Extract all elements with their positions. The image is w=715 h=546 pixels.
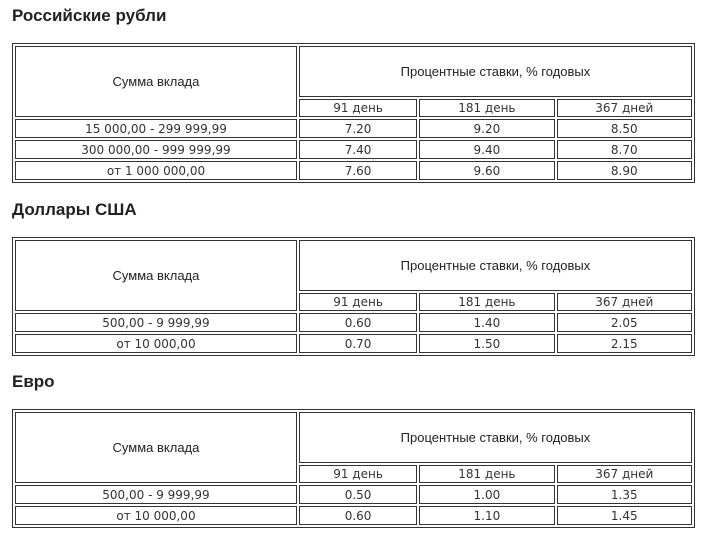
amount-cell: 500,00 - 9 999,99 bbox=[15, 485, 297, 504]
amount-cell: 500,00 - 9 999,99 bbox=[15, 313, 297, 332]
rates-table-usd bbox=[12, 237, 695, 356]
rate-cell-91: 0.50 bbox=[299, 485, 417, 504]
amount-cell: от 10 000,00 bbox=[15, 506, 297, 525]
term-header-367: 367 дней bbox=[557, 293, 692, 311]
rate-cell-181: 1.50 bbox=[419, 334, 554, 353]
rate-cell-91: 0.60 bbox=[299, 506, 417, 525]
rate-cell-367: 8.70 bbox=[557, 140, 692, 159]
table-row bbox=[15, 119, 692, 138]
table-row bbox=[15, 313, 692, 332]
term-header-367: 367 дней bbox=[557, 465, 692, 483]
term-header-181: 181 день bbox=[419, 465, 554, 483]
rate-cell-367: 8.50 bbox=[557, 119, 692, 138]
rate-cell-181: 9.60 bbox=[419, 161, 554, 180]
header-row bbox=[15, 412, 692, 463]
term-header-367: 367 дней bbox=[557, 99, 692, 117]
rate-cell-181: 1.00 bbox=[419, 485, 554, 504]
term-header-91: 91 день bbox=[299, 293, 417, 311]
header-row bbox=[15, 46, 692, 97]
section-title-rub: Российские рубли bbox=[12, 6, 167, 25]
rate-cell-367: 1.45 bbox=[557, 506, 692, 525]
rate-cell-181: 1.10 bbox=[419, 506, 554, 525]
term-header-181: 181 день bbox=[419, 99, 554, 117]
table-row bbox=[15, 161, 692, 180]
amount-cell: от 1 000 000,00 bbox=[15, 161, 297, 180]
rates-header: Процентные ставки, % годовых bbox=[299, 240, 692, 291]
amount-cell: 15 000,00 - 299 999,99 bbox=[15, 119, 297, 138]
rate-cell-91: 0.70 bbox=[299, 334, 417, 353]
rate-cell-91: 7.40 bbox=[299, 140, 417, 159]
amount-header: Сумма вклада bbox=[15, 240, 297, 311]
amount-header: Сумма вклада bbox=[15, 412, 297, 483]
amount-cell: от 10 000,00 bbox=[15, 334, 297, 353]
rate-cell-367: 1.35 bbox=[557, 485, 692, 504]
rate-cell-181: 9.40 bbox=[419, 140, 554, 159]
amount-cell: 300 000,00 - 999 999,99 bbox=[15, 140, 297, 159]
table-row bbox=[15, 140, 692, 159]
amount-header: Сумма вклада bbox=[15, 46, 297, 117]
term-header-91: 91 день bbox=[299, 99, 417, 117]
rates-table-rub bbox=[12, 43, 695, 183]
header-row bbox=[15, 240, 692, 291]
rate-cell-367: 8.90 bbox=[557, 161, 692, 180]
rates-table-eur bbox=[12, 409, 695, 528]
table-row bbox=[15, 506, 692, 525]
rate-cell-91: 7.20 bbox=[299, 119, 417, 138]
rate-cell-181: 1.40 bbox=[419, 313, 554, 332]
rates-header: Процентные ставки, % годовых bbox=[299, 412, 692, 463]
table-row bbox=[15, 485, 692, 504]
section-title-usd: Доллары США bbox=[12, 200, 137, 219]
term-header-91: 91 день bbox=[299, 465, 417, 483]
term-header-181: 181 день bbox=[419, 293, 554, 311]
rate-cell-181: 9.20 bbox=[419, 119, 554, 138]
rate-cell-367: 2.05 bbox=[557, 313, 692, 332]
rates-header: Процентные ставки, % годовых bbox=[299, 46, 692, 97]
rate-cell-367: 2.15 bbox=[557, 334, 692, 353]
table-row bbox=[15, 334, 692, 353]
section-title-eur: Евро bbox=[12, 372, 55, 391]
rate-cell-91: 7.60 bbox=[299, 161, 417, 180]
rate-cell-91: 0.60 bbox=[299, 313, 417, 332]
